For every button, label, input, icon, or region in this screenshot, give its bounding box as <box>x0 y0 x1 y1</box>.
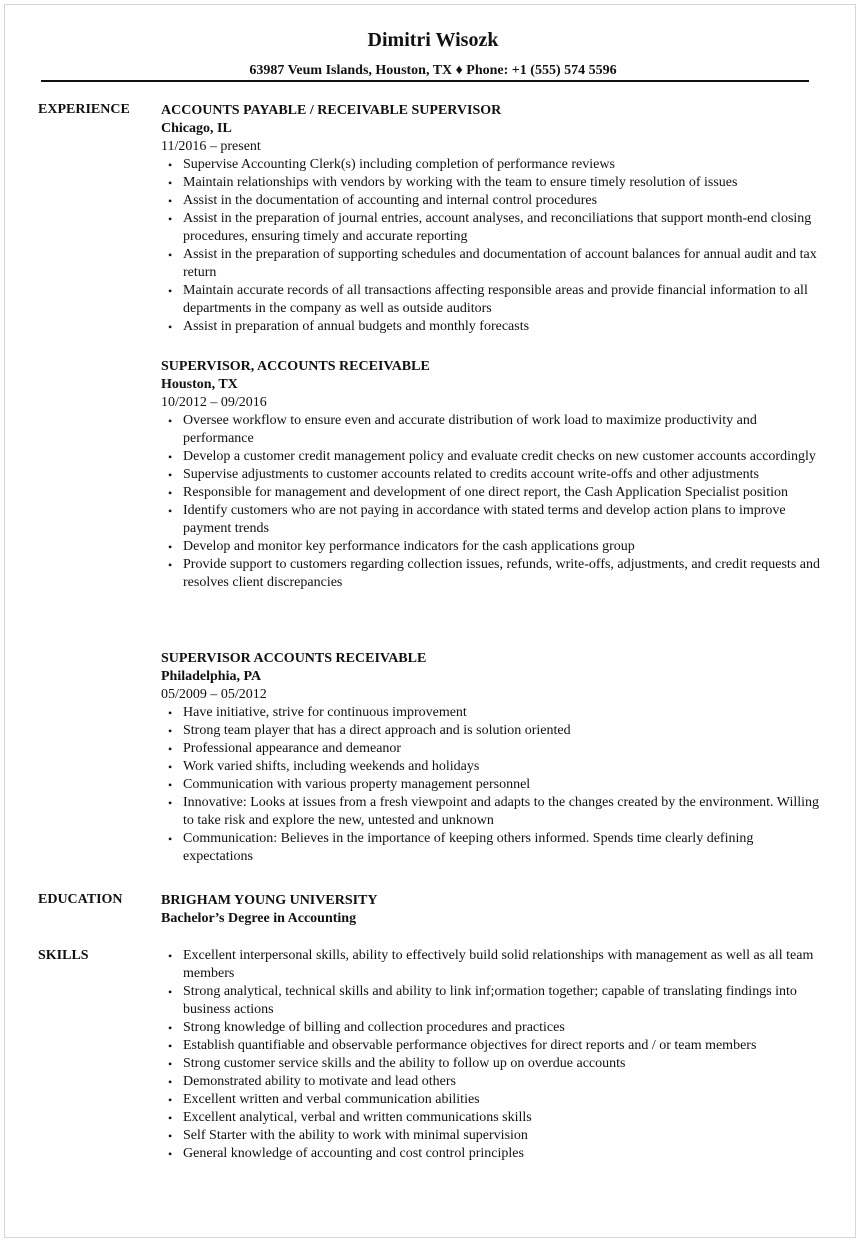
list-item: • Excellent interpersonal skills, ability to effectively build solid relationships with management as well as all team members <box>161 947 826 983</box>
job-bullets <box>161 412 826 592</box>
list-item: • Assist in preparation of annual budgets and monthly forecasts <box>161 318 826 336</box>
list-item: • Self Starter with the ability to work with minimal supervision <box>161 1127 826 1145</box>
job-entry <box>161 358 826 592</box>
list-item: • Professional appearance and demeanor <box>161 740 826 758</box>
list-item: • Communication with various property management personnel <box>161 776 826 794</box>
job-location: Houston, TX <box>161 377 238 392</box>
list-item: • Assist in the preparation of journal entries, account analyses, and reconciliations that support month-end closing procedures, ensuring timely and accurate reporting <box>161 210 826 246</box>
list-item: • Develop a customer credit management policy and evaluate credit checks on new customer accounts accordingly <box>161 448 826 466</box>
list-item: • Provide support to customers regarding collection issues, refunds, write-offs, adjustments, and credit requests and resolves client discrepancies <box>161 556 826 592</box>
list-item: • Establish quantifiable and observable performance objectives for direct reports and / or team members <box>161 1037 826 1055</box>
list-item: • Supervise adjustments to customer accounts related to credits account write-offs and other adjustments <box>161 466 826 484</box>
job-dates: 05/2009 – 05/2012 <box>161 687 267 702</box>
job-title: SUPERVISOR ACCOUNTS RECEIVABLE <box>161 651 427 666</box>
section-label-education: EDUCATION <box>38 892 123 907</box>
list-item: • Have initiative, strive for continuous improvement <box>161 704 826 722</box>
section-label-skills: SKILLS <box>38 948 89 963</box>
contact-line: 63987 Veum Islands, Houston, TX ♦ Phone: +1 (555) 574 5596 <box>249 63 617 78</box>
candidate-name: Dimitri Wisozk <box>367 29 499 51</box>
list-item: • Excellent analytical, verbal and written communications skills <box>161 1109 826 1127</box>
list-item: • Assist in the preparation of supporting schedules and documentation of account balances for annual audit and tax return <box>161 246 826 282</box>
list-item: • Strong customer service skills and the ability to follow up on overdue accounts <box>161 1055 826 1073</box>
job-title: SUPERVISOR, ACCOUNTS RECEIVABLE <box>161 359 430 374</box>
list-item: • Strong team player that has a direct approach and is solution oriented <box>161 722 826 740</box>
job-bullets <box>161 704 826 866</box>
degree: Bachelor’s Degree in Accounting <box>161 911 357 926</box>
skills-bullets <box>161 947 826 1163</box>
list-item: • Responsible for management and development of one direct report, the Cash Application Specialist position <box>161 484 826 502</box>
list-item: • Maintain accurate records of all transactions affecting responsible areas and provide financial information to all departments in the company as well as outside auditors <box>161 282 826 318</box>
section-label-experience: EXPERIENCE <box>38 102 130 117</box>
job-location: Philadelphia, PA <box>161 669 262 684</box>
list-item: • Oversee workflow to ensure even and accurate distribution of work load to maximize productivity and performance <box>161 412 826 448</box>
job-entry <box>161 102 826 336</box>
job-dates: 10/2012 – 09/2016 <box>161 395 267 410</box>
list-item: • General knowledge of accounting and cost control principles <box>161 1145 826 1163</box>
job-location: Chicago, IL <box>161 121 232 136</box>
list-item: • Supervise Accounting Clerk(s) including completion of performance reviews <box>161 156 826 174</box>
list-item: • Strong knowledge of billing and collection procedures and practices <box>161 1019 826 1037</box>
job-entry <box>161 650 826 866</box>
school-name: BRIGHAM YOUNG UNIVERSITY <box>161 893 378 908</box>
list-item: • Communication: Believes in the importance of keeping others informed. Spends time clearly defining expectations <box>161 830 826 866</box>
header-divider <box>41 80 809 82</box>
job-bullets <box>161 156 826 336</box>
list-item: • Maintain relationships with vendors by working with the team to ensure timely resolution of issues <box>161 174 826 192</box>
list-item: • Work varied shifts, including weekends and holidays <box>161 758 826 776</box>
list-item: • Innovative: Looks at issues from a fresh viewpoint and adapts to the changes created by the environment. Willing to take risk and explore the new, untested and unknown <box>161 794 826 830</box>
list-item: • Excellent written and verbal communication abilities <box>161 1091 826 1109</box>
job-dates: 11/2016 – present <box>161 139 261 154</box>
job-title: ACCOUNTS PAYABLE / RECEIVABLE SUPERVISOR <box>161 103 502 118</box>
list-item: • Strong analytical, technical skills and ability to link inf;ormation together; capable of translating findings into business actions <box>161 983 826 1019</box>
list-item: • Demonstrated ability to motivate and lead others <box>161 1073 826 1091</box>
list-item: • Develop and monitor key performance indicators for the cash applications group <box>161 538 826 556</box>
list-item: • Assist in the documentation of accounting and internal control procedures <box>161 192 826 210</box>
skills-list <box>161 947 826 1163</box>
list-item: • Identify customers who are not paying in accordance with stated terms and develop action plans to improve payment trends <box>161 502 826 538</box>
education-entry <box>161 892 826 928</box>
